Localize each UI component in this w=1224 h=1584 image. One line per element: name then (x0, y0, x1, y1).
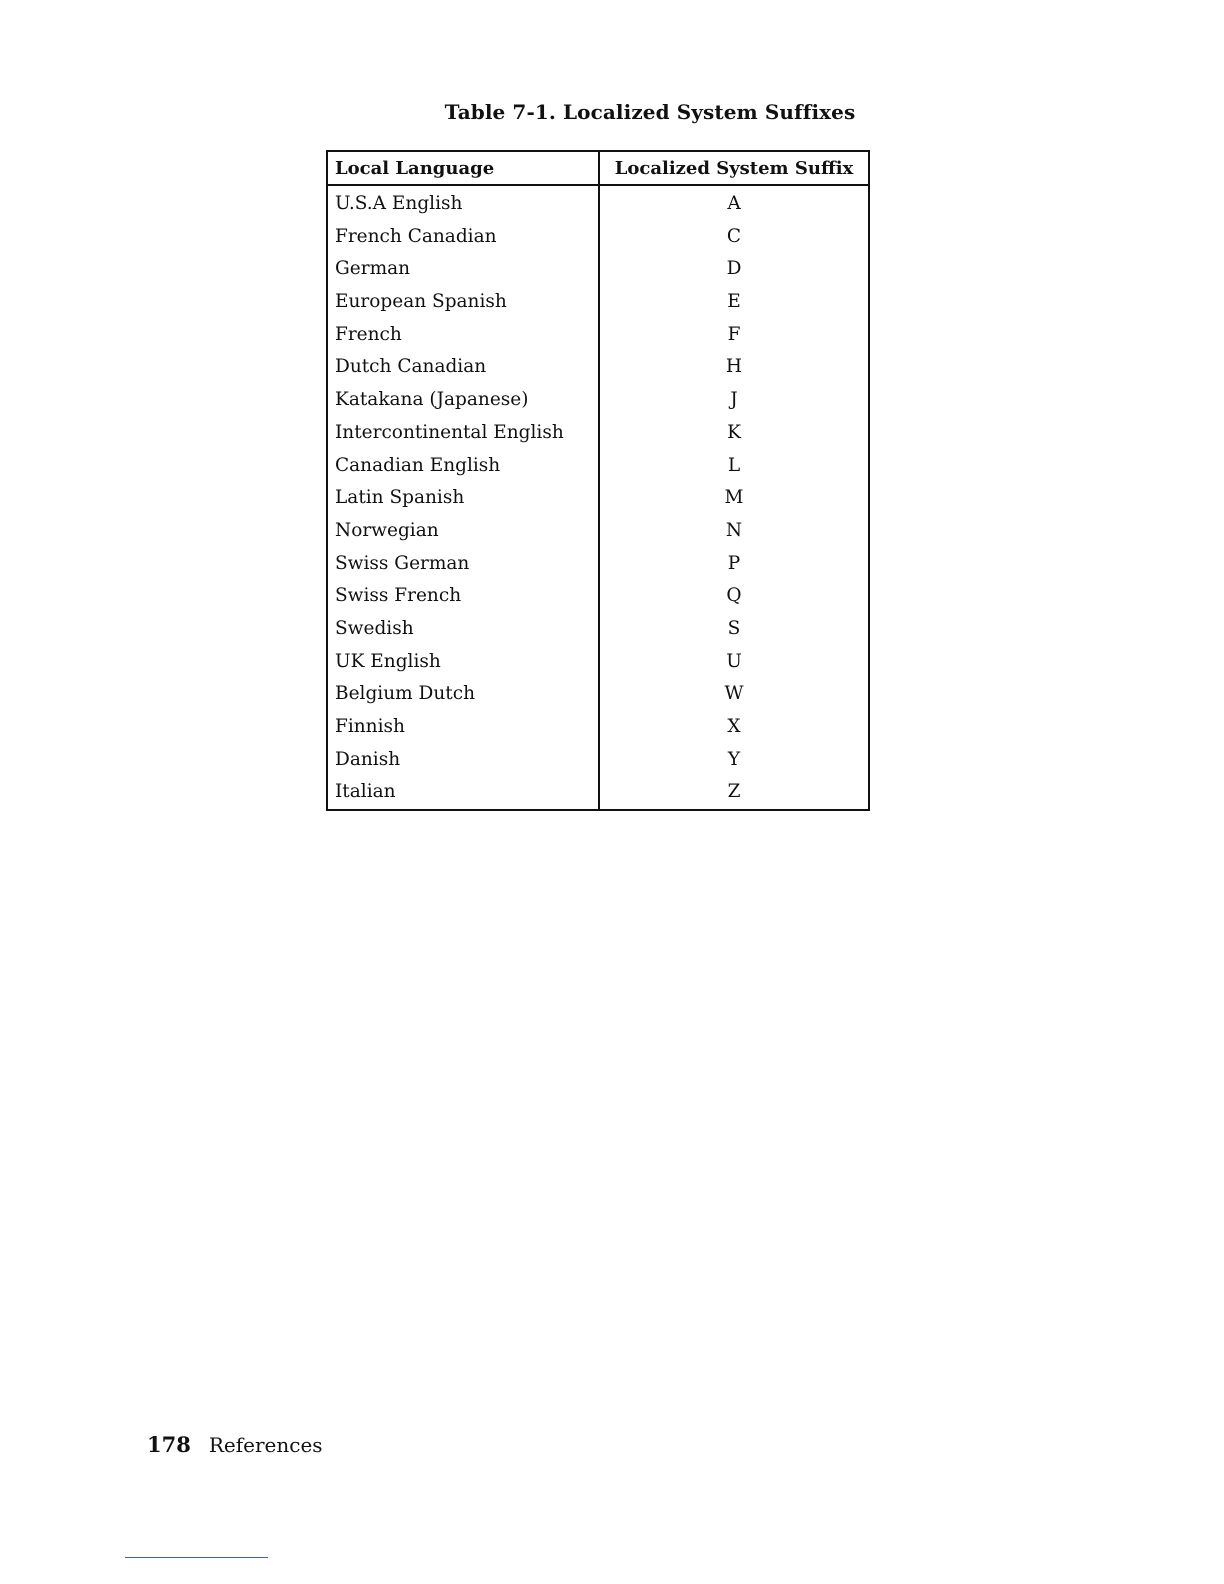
suffix-cell: E (727, 291, 741, 313)
page-footer (147, 1432, 323, 1457)
language-cell: Canadian English (335, 454, 501, 476)
language-cell: Danish (335, 748, 401, 770)
suffix-cell: M (724, 487, 744, 509)
language-cell: Katakana (Japanese) (335, 389, 529, 411)
language-cell: Swiss German (335, 552, 470, 574)
page-number: 178 (147, 1432, 191, 1457)
language-cell: UK English (335, 650, 441, 672)
language-cell: German (335, 258, 411, 280)
header-localized-system-suffix: Localized System Suffix (614, 158, 854, 179)
suffix-cell: C (726, 225, 742, 247)
language-cell: U.S.A English (335, 193, 463, 214)
suffix-table (326, 150, 870, 811)
column-divider (598, 152, 600, 809)
suffix-cell: S (727, 617, 741, 639)
language-cell: French Canadian (335, 225, 497, 247)
suffix-cell: Y (727, 748, 741, 770)
suffix-cell: N (725, 519, 743, 541)
suffix-cell: H (725, 356, 743, 378)
suffix-cell: A (727, 193, 741, 214)
suffix-cell: L (727, 454, 741, 476)
divider-line (125, 1557, 268, 1558)
language-cell: Swedish (335, 617, 414, 639)
suffix-cell: K (727, 421, 741, 443)
suffix-cell: Q (726, 585, 742, 607)
language-cell: Norwegian (335, 519, 439, 541)
language-cell: Belgium Dutch (335, 683, 476, 705)
suffix-cell: W (724, 683, 744, 705)
language-cell: Finnish (335, 716, 405, 737)
suffix-cell: U (726, 650, 742, 672)
suffix-cell: X (727, 716, 741, 737)
suffix-cell: J (730, 389, 738, 411)
suffix-cell: D (726, 258, 742, 280)
suffix-cell: Z (727, 781, 741, 803)
language-cell: Swiss French (335, 585, 462, 607)
language-cell: Italian (335, 781, 396, 803)
header-local-language: Local Language (335, 158, 495, 179)
section-name: References (208, 1433, 323, 1457)
suffix-cell: F (727, 323, 741, 345)
language-cell: Dutch Canadian (335, 356, 487, 378)
language-cell: European Spanish (335, 291, 507, 313)
language-cell: French (335, 323, 402, 345)
suffix-cell: P (727, 552, 741, 574)
table-caption: Table 7-1. Localized System Suffixes (444, 100, 856, 124)
language-cell: Latin Spanish (335, 487, 465, 509)
language-cell: Intercontinental English (335, 421, 564, 443)
